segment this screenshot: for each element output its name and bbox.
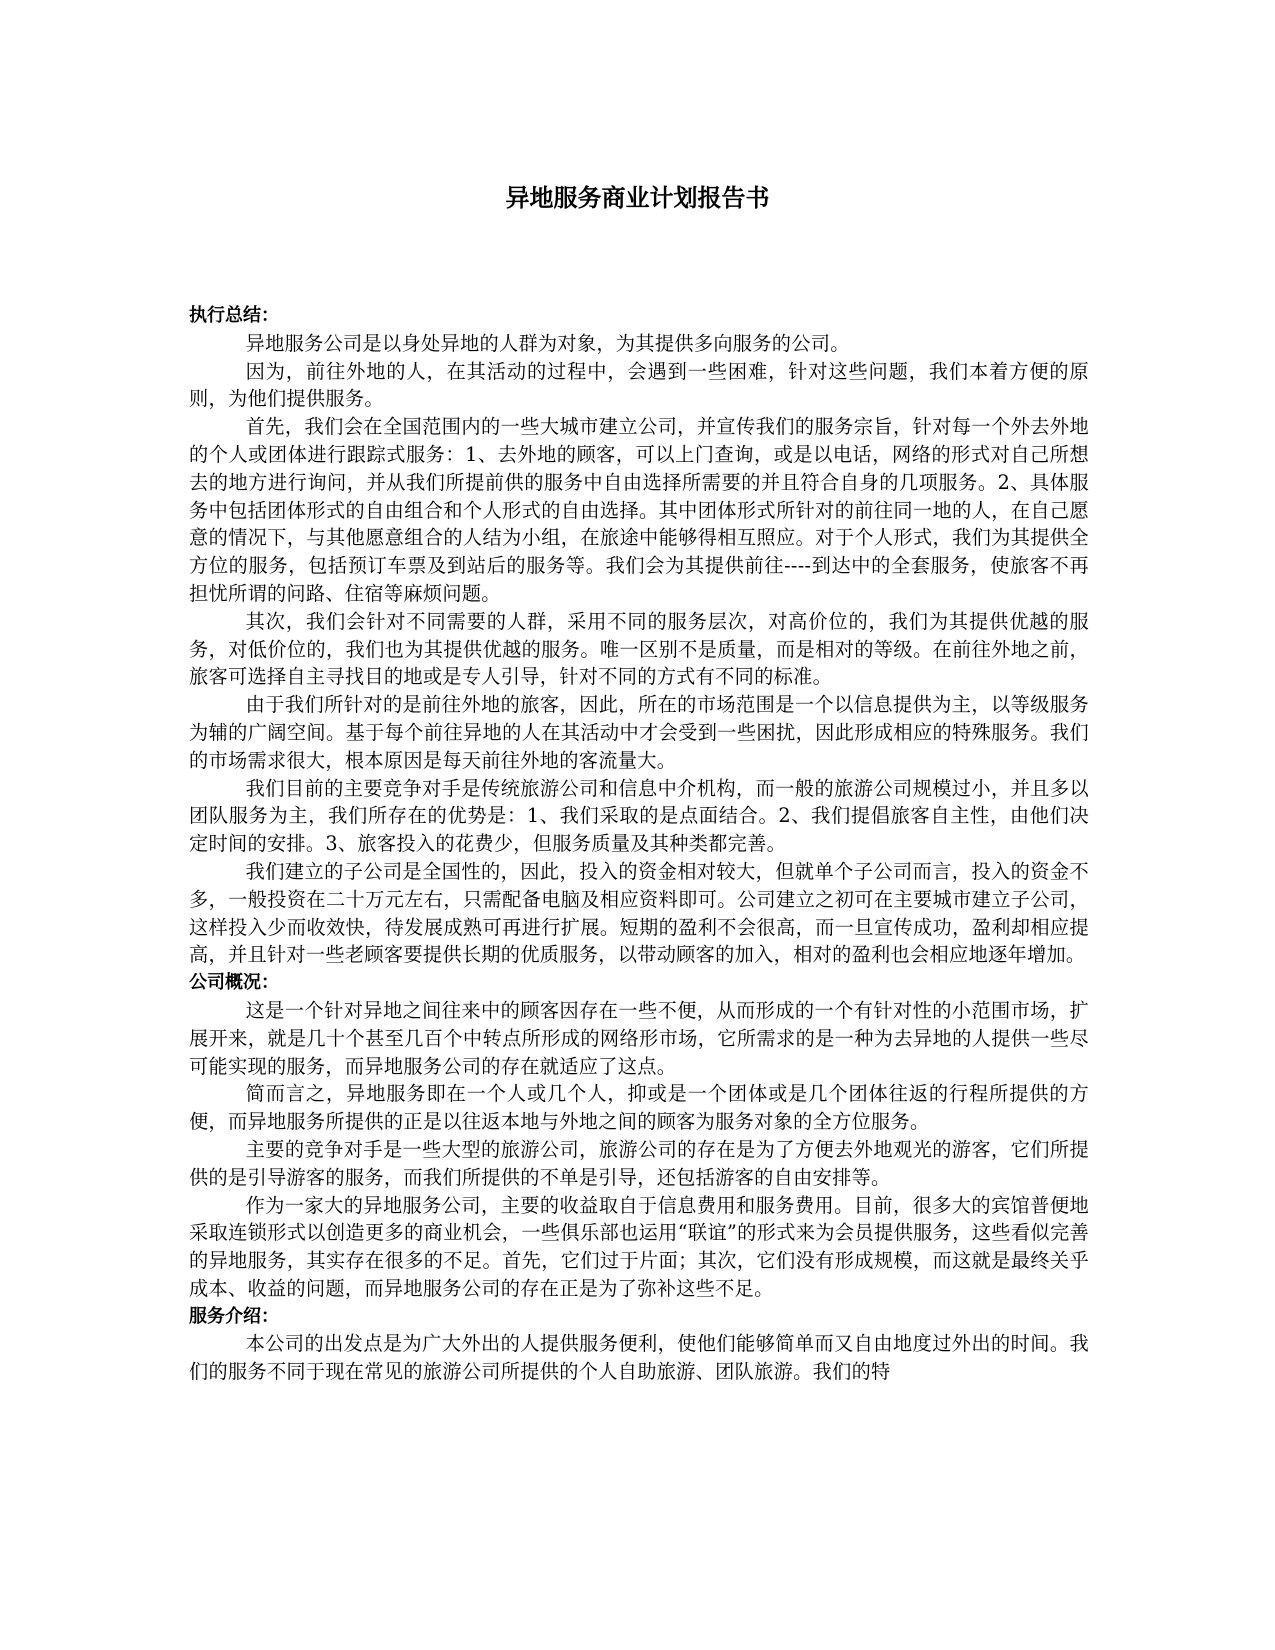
paragraph: 其次，我们会针对不同需要的人群，采用不同的服务层次，对高价位的，我们为其提供优越的服务，对低价位的，我们也为其提供优越的服务。唯一区别不是质量，而是相对的等级。在前往外地之前，旅客可选择自主寻找目的地或是专人引导，针对不同的方式有不同的标准。 bbox=[189, 609, 1089, 689]
section-heading: 服务介绍： bbox=[189, 1305, 279, 1327]
document-title: 异地服务商业计划报告书 bbox=[505, 184, 770, 212]
paragraph: 作为一家大的异地服务公司，主要的收益取自于信息费用和服务费用。目前，很多大的宾馆普便地采取连锁形式以创造更多的商业机会，一些俱乐部也运用“联谊”的形式来为会员提供服务，这些看似完善的异地服务，其实存在很多的不足。首先，它们过于片面；其次，它们没有形成规模，而这就是最终关乎成本、收益的问题，而异地服务公司的存在正是为了弥补这些不足。 bbox=[189, 1193, 1089, 1300]
paragraph: 因为，前往外地的人，在其活动的过程中，会遇到一些困难，针对这些问题，我们本着方便的原则，为他们提供服务。 bbox=[189, 359, 1089, 411]
paragraph: 异地服务公司是以身处异地的人群为对象，为其提供多向服务的公司。 bbox=[245, 331, 850, 355]
paragraph: 本公司的出发点是为广大外出的人提供服务便利，使他们能够简单而又自由地度过外出的时间。我们的服务不同于现在常见的旅游公司所提供的个人自助旅游、团队旅游。我们的特 bbox=[189, 1332, 1089, 1384]
section-heading: 执行总结： bbox=[189, 305, 279, 326]
paragraph: 我们目前的主要竞争对手是传统旅游公司和信息中介机构，而一般的旅游公司规模过小，并且多以团队服务为主，我们所存在的优势是：1、我们采取的是点面结合。2、我们提倡旅客自主性，由他们决定时间的安排。3、旅客投入的花费少，但服务质量及其种类都完善。 bbox=[189, 776, 1089, 856]
section-executive-summary bbox=[189, 302, 1089, 969]
paragraph: 主要的竞争对手是一些大型的旅游公司，旅游公司的存在是为了方便去外地观光的游客，它们所提供的是引导游客的服务，而我们所提供的不单是引导，还包括游客的自由安排等。 bbox=[189, 1137, 1089, 1189]
paragraph: 由于我们所针对的是前往外地的旅客，因此，所在的市场范围是一个以信息提供为主，以等级服务为辅的广阔空间。基于每个前往异地的人在其活动中才会受到一些困扰，因此形成相应的特殊服务。我们的市场需求很大，根本原因是每天前往外地的客流量大。 bbox=[189, 693, 1089, 772]
section-heading: 公司概况： bbox=[189, 972, 279, 994]
paragraph: 首先，我们会在全国范围内的一些大城市建立公司，并宣传我们的服务宗旨，针对每一个外去外地的个人或团体进行跟踪式服务：1、去外地的顾客，可以上门查询，或是以电话，网络的形式对自己所想去的地方进行询问，并从我们所提前供的服务中自由选择所需要的并且符合自身的几项服务。2、具体服务中包括团体形式的自由组合和个人形式的自由选择。其中团体形式所针对的前往同一地的人，在自己愿意的情况下，与其他愿意组合的人结为小组，在旅途中能够得相互照应。对于个人形式，我们为其提供全方位的服务，包括预订车票及到站后的服务等。我们会为其提供前往----到达中的全套服务，使旅客不再担忧所谓的问路、住宿等麻烦问题。 bbox=[189, 415, 1089, 605]
document-body bbox=[189, 302, 1089, 1386]
section-service-introduction bbox=[189, 1303, 1089, 1386]
section-company-overview bbox=[189, 969, 1089, 1303]
paragraph: 简而言之，异地服务即在一个人或几个人，抑或是一个团体或是几个团体往返的行程所提供的方便，而异地服务所提供的正是以往返本地与外地之间的顾客为服务对象的全方位服务。 bbox=[189, 1082, 1089, 1134]
paragraph: 这是一个针对异地之间往来中的顾客因存在一些不便，从而形成的一个有针对性的小范围市场，扩展开来，就是几十个甚至几百个中转点所形成的网络形市场，它所需求的是一种为去异地的人提供一些尽可能实现的服务，而异地服务公司的存在就适应了这点。 bbox=[189, 998, 1089, 1078]
paragraph: 我们建立的子公司是全国性的，因此，投入的资金相对较大，但就单个子公司而言，投入的资金不多，一般投资在二十万元左右，只需配备电脑及相应资料即可。公司建立之初可在主要城市建立子公司，这样投入少而收效快，待发展成熟可再进行扩展。短期的盈利不会很高，而一旦宣传成功，盈利却相应提高，并且针对一些老顾客要提供长期的优质服务，以带动顾客的加入，相对的盈利也会相应地逐年增加。 bbox=[189, 859, 1089, 967]
